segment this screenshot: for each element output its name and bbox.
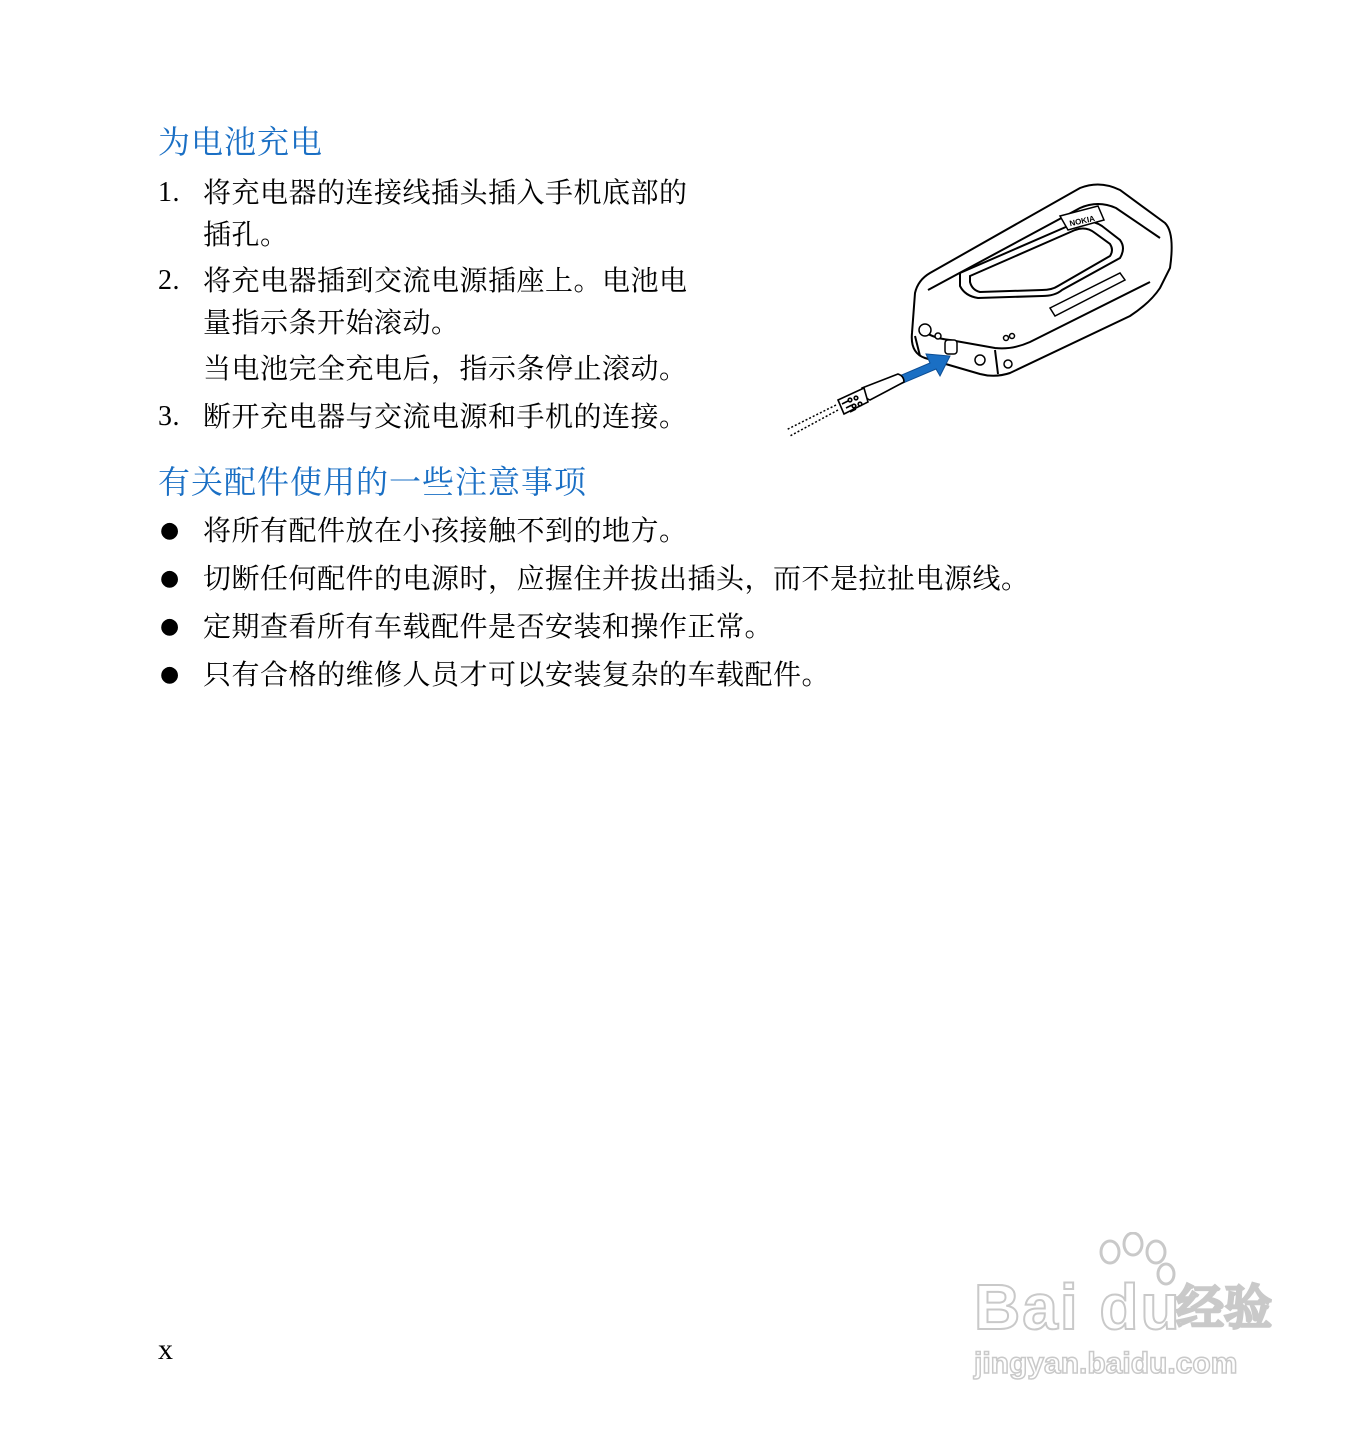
bullet-icon: ● <box>160 518 180 543</box>
bullet-icon: ● <box>160 566 180 591</box>
step-1-line-1: 将充电器的连接线插头插入手机底部的 <box>203 176 688 209</box>
charger-plug <box>838 374 904 414</box>
list-item-text: 只有合格的维修人员才可以安装复杂的车载配件。 <box>203 658 831 691</box>
baidu-watermark <box>968 1232 1288 1392</box>
section-title-accessories: 有关配件使用的一些注意事项 <box>158 463 588 501</box>
charger-cable-2 <box>786 405 836 430</box>
watermark-url: jingyan.baidu.com <box>974 1347 1238 1380</box>
section-title-charge: 为电池充电 <box>158 123 324 161</box>
step-2-note-text: 当电池完全充电后，指示条停止滚动。 <box>203 352 688 385</box>
step-2-line-1: 将充电器插到交流电源插座上。电池电 <box>203 264 688 297</box>
list-item-text: 切断任何配件的电源时，应握住并拔出插头，而不是拉扯电源线。 <box>203 562 1030 595</box>
watermark-logo-cn: 经验 <box>1176 1280 1273 1336</box>
step-2-number: 2. <box>158 265 180 296</box>
brand-logo: NOKIA <box>1068 213 1096 229</box>
bullet-icon: ● <box>160 662 180 687</box>
bullet-icon: ● <box>160 614 180 639</box>
list-item-text: 将所有配件放在小孩接触不到的地方。 <box>203 514 688 547</box>
step-3-line-1: 断开充电器与交流电源和手机的连接。 <box>203 400 688 433</box>
watermark-logo: Bai du <box>974 1271 1182 1343</box>
charger-cable <box>790 410 838 436</box>
step-3-number: 3. <box>158 401 180 432</box>
phone-charging-illustration <box>780 178 1200 443</box>
step-1-number: 1. <box>158 177 180 208</box>
page-number: x <box>158 1333 173 1366</box>
step-2-line-2: 量指示条开始滚动。 <box>203 306 460 339</box>
step-1-line-2: 插孔。 <box>203 218 289 251</box>
list-item-text: 定期查看所有车载配件是否安装和操作正常。 <box>203 610 774 643</box>
